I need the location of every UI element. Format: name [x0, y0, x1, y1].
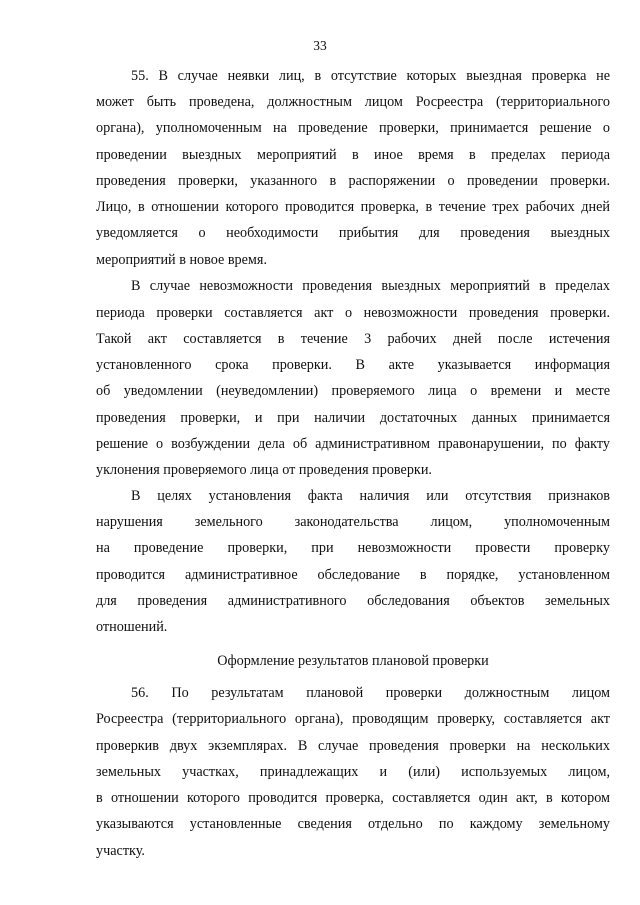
section-heading: Оформление результатов плановой проверки: [217, 653, 489, 669]
text-line: уведомляется о необходимости прибытия для проведения выездных: [96, 225, 610, 241]
text-line: решение о возбуждении дела об административном правонарушении, по факту: [96, 436, 610, 452]
text-line: 56. По результатам плановой проверки должностным лицом: [131, 685, 610, 701]
text-line: нарушения земельного законодательства лицом, уполномоченным: [96, 514, 610, 530]
page-number: 33: [313, 38, 327, 53]
text-line: об уведомлении (неуведомлении) проверяемого лица о времени и месте: [96, 383, 610, 399]
text-line: органа), уполномоченным на проведение проверки, принимается решение о: [96, 120, 610, 136]
text-line: проведении выездных мероприятий в иное время в пределах периода: [96, 147, 610, 163]
text-line: может быть проведена, должностным лицом Росреестра (территориального: [96, 94, 610, 110]
text-line: В целях установления факта наличия или отсутствия признаков: [131, 488, 610, 504]
text-line: уклонения проверяемого лица от проведения проверки.: [96, 462, 432, 478]
text-line: установленного срока проверки. В акте указывается информация: [96, 357, 610, 373]
text-line: в отношении которого проводится проверка, составляется один акт, в котором: [96, 790, 610, 806]
text-line: Лицо, в отношении которого проводится проверка, в течение трех рабочих дней: [96, 199, 610, 215]
text-line: мероприятий в новое время.: [96, 252, 267, 268]
text-line: проведения проверки, и при наличии достаточных данных принимается: [96, 410, 610, 426]
text-line: 55. В случае неявки лиц, в отсутствие которых выездная проверка не: [131, 68, 610, 84]
text-line: на проведение проверки, при невозможности провести проверку: [96, 540, 610, 556]
text-line: участку.: [96, 843, 145, 859]
text-line: проведения проверки, указанного в распоряжении о проведении проверки.: [96, 173, 610, 189]
text-line: В случае невозможности проведения выездных мероприятий в пределах: [131, 278, 610, 294]
text-line: проверкив двух экземплярах. В случае проведения проверки на нескольких: [96, 738, 610, 754]
text-line: Такой акт составляется в течение 3 рабочих дней после истечения: [96, 331, 610, 347]
text-line: проводится административное обследование в порядке, установленном: [96, 567, 610, 583]
text-line: отношений.: [96, 619, 168, 635]
text-line: периода проверки составляется акт о невозможности проведения проверки.: [96, 305, 610, 321]
text-line: для проведения административного обследования объектов земельных: [96, 593, 610, 609]
text-line: земельных участках, принадлежащих и (или) используемых лицом,: [96, 764, 610, 780]
text-line: указываются установленные сведения отдельно по каждому земельному: [96, 816, 610, 832]
text-line: Росреестра (территориального органа), проводящим проверку, составляется акт: [96, 711, 610, 727]
